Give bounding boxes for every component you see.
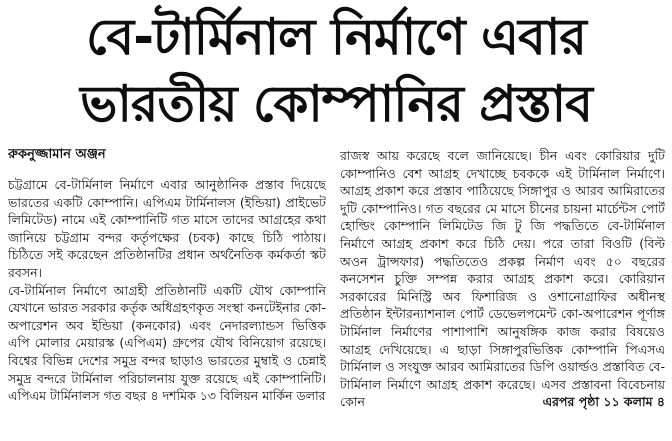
article-column-right: [340, 147, 665, 438]
continuation-jump-line[interactable]: এরপর পৃষ্ঠা ১১ কলাম ৪: [542, 394, 665, 410]
article-paragraph-with-jump: [340, 147, 665, 411]
headline-line-2: ভারতীয় কোম্পানির প্রস্তাব: [80, 75, 592, 133]
headline: [0, 4, 672, 142]
byline: রুকনুজ্জামান অঞ্জন: [8, 147, 106, 162]
headline-line-1: বে-টার্মিনাল নির্মাণে এবার: [86, 8, 586, 66]
article-column-left: [8, 176, 326, 438]
article-paragraph: বে-টার্মিনাল নির্মাণে আগ্রহী প্রতিষ্ঠানটি একটি যৌথ কোম্পানি যেখানে ভারত সরকার কর্তৃক অধিগ্রহণকৃত সংস্থা কনটেইনার কো-অপারেশন অব ইন্ডিয়া (কনকোর) এবং নেদারল্যান্ডস ভিত্তিক এপি মোলার মেয়ারস্ক (এপিএম) গ্রুপের যৌথ বিনিয়োগ রয়েছে। বিশ্বের বিভিন্ন দেশের সমুদ্র বন্দর ছাড়াও ভারতের মুম্বাই ও চেন্নাই সমুদ্র বন্দরে টার্মিনাল পরিচালনায় যুক্ত রয়েছে এই কোম্পানিটি। এপিএম টার্মিনালস গত বছর ৪ দশমিক ১৩ বিলিয়ন মার্কিন ডলার: [8, 282, 326, 404]
article-paragraph: রাজস্ব আয় করেছে বলে জানিয়েছে। চীন এবং কোরিয়ার দুটি কোম্পানিও বেশ আগ্রহ দেখাচ্ছে চবককে এই টার্মিনাল নির্মাণে। আগ্রহ প্রকাশ করে প্রস্তাব পাঠিয়েছে সিঙ্গাপুর ও আরব আমিরাতের দুটি কোম্পানিও। গত বছরের মে মাসে চীনের চায়না মার্চেন্টস পোর্ট হোল্ডিং কোম্পানি লিমিটেড জি টু জি পদ্ধতিতে বে-টার্মিনাল নির্মাণে আগ্রহ প্রকাশ করে চিঠি দেয়। পরে তারা বিওটি (বিল্ট অওন ট্রান্সফার) পদ্ধতিতেও প্রকল্প নির্মাণ এবং ৫০ বছরের কনসেশন চুক্তি সম্পন্ন করার আগ্রহ প্রকাশ করে। কোরিয়ান সরকারের মিনিস্ট্রি অব ফিশারিজ ও ওশানোগ্রাফির অধীনস্থ প্রতিষ্ঠান ইন্টারন্যাশনাল পোর্ট ডেভেলপমেন্ট কো-অপারেশন পূর্ণাঙ্গ টার্মিনাল নির্মাণের পাশাপাশি আনুষঙ্গিক কাজ করার বিষয়েও আগ্রহ দেখিয়েছে। এ ছাড়া সিঙ্গাপুরভিত্তিক কোম্পানি পিএসএ টার্মিনাল ও সংযুক্ত আরব আমিরাতের ডিপি ওয়ার্ল্ডও প্রস্তাবিত বে-টার্মিনাল নির্মাণে আগ্রহ প্রকাশ করেছে। এসব প্রস্তাবনা বিবেচনায় কোন: [340, 148, 665, 410]
article-paragraph: চট্টগ্রামে বে-টার্মিনাল নির্মাণে এবার আনুষ্ঠানিক প্রস্তাব দিয়েছে ভারতের একটি কোম্পানি। এপিএম টার্মিনালস (ইন্ডিয়া) প্রাইভেট লিমিটেড) নামে এই কোম্পানিটি গত মাসে তাদের আগ্রহের কথা জানিয়ে চট্টগ্রাম বন্দর কর্তৃপক্ষের (চবক) কাছে চিঠি পাঠায়। চিঠিতে সই করেছেন প্রতিষ্ঠানটির প্রধান অর্থনৈতিক কর্মকর্তা স্কট রবসন।: [8, 177, 326, 280]
